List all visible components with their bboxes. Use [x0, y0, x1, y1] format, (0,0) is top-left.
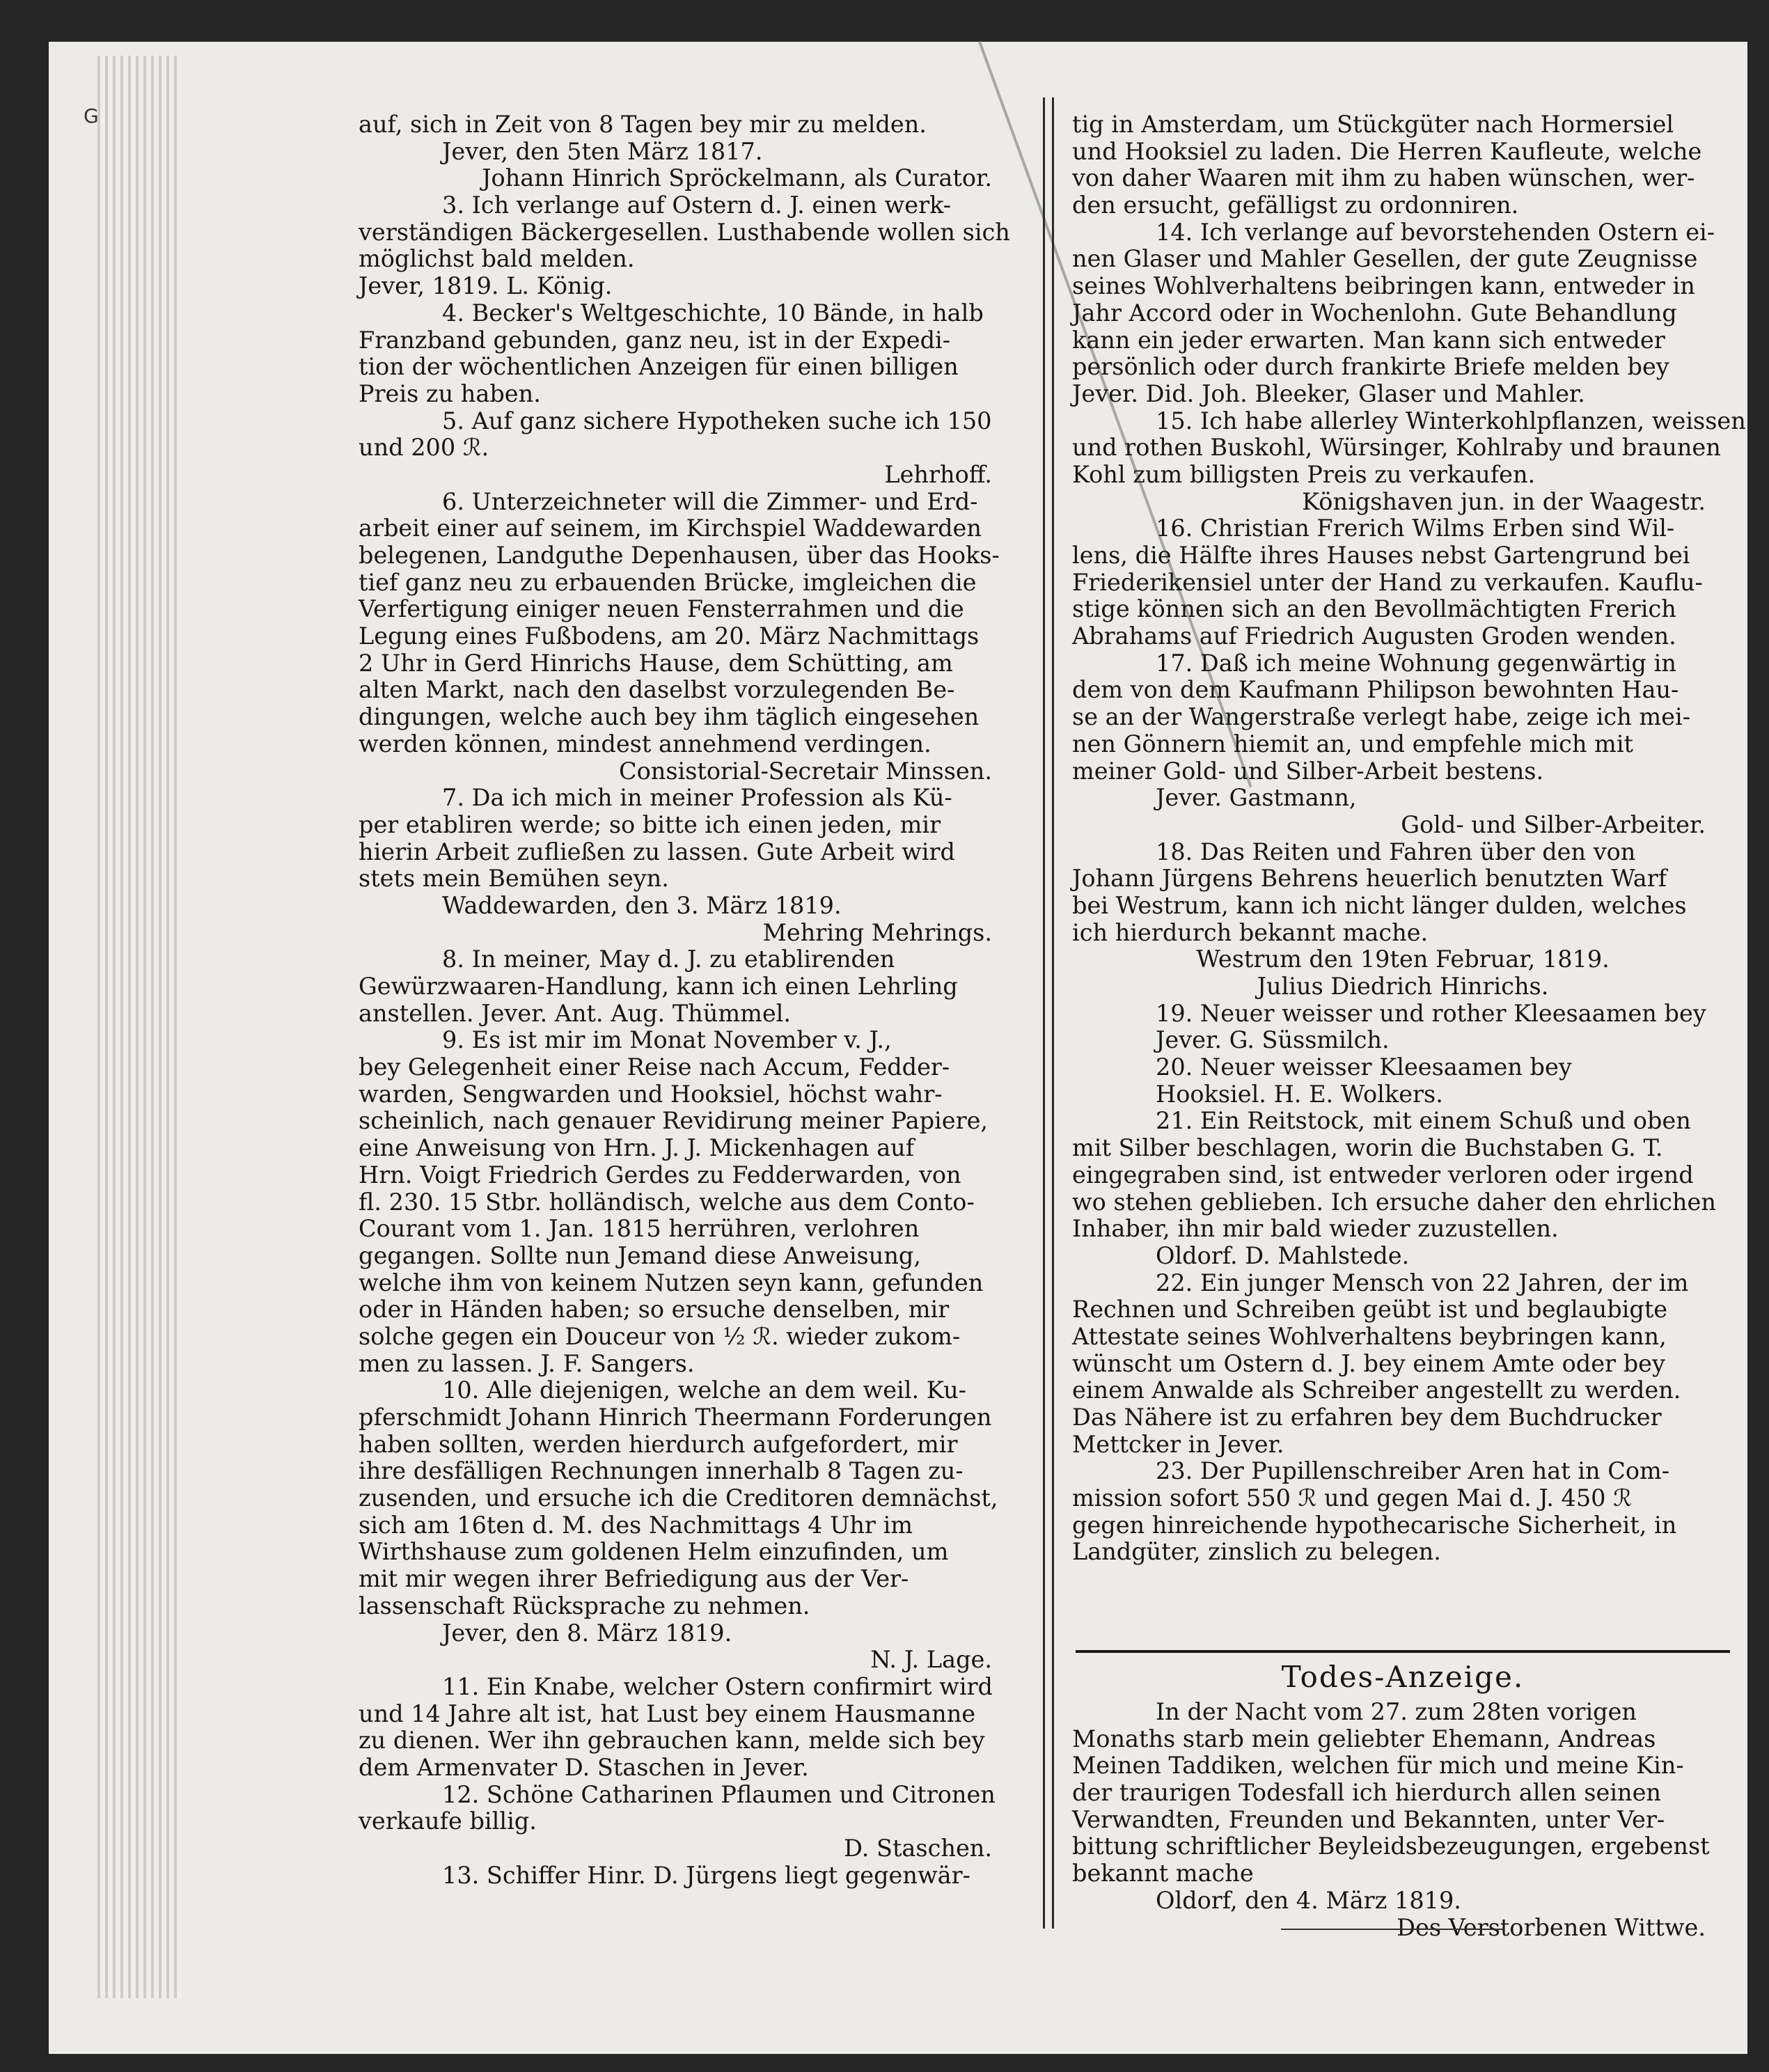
right-column-line: persönlich oder durch frankirte Briefe melden bey — [1072, 353, 1669, 381]
left-column-line: anstellen. Jever. Ant. Aug. Thümmel. — [359, 999, 792, 1027]
left-column-line: pferschmidt Johann Hinrich Theermann Forderungen — [359, 1404, 992, 1431]
right-column-line: se an der Wangerstraße verlegt habe, zeige ich mei- — [1072, 703, 1691, 731]
death-notice-line: Des Verstorbenen Wittwe. — [1397, 1913, 1706, 1941]
left-column-line: fl. 230. 15 Stbr. holländisch, welche aus dem Conto- — [359, 1188, 975, 1216]
death-notice-line: Monaths starb mein geliebter Ehemann, Andreas — [1072, 1725, 1656, 1752]
death-notice-line: Oldorf, den 4. März 1819. — [1156, 1886, 1461, 1914]
left-column-line: Waddewarden, den 3. März 1819. — [442, 891, 842, 919]
left-column-line: 13. Schiffer Hinr. D. Jürgens liegt gegenwär- — [442, 1861, 970, 1889]
left-column-line: Verfertigung einiger neuen Fensterrahmen und die — [359, 595, 964, 623]
right-column-line: meiner Gold- und Silber-Arbeit bestens. — [1072, 757, 1544, 785]
right-column-line: von daher Waaren mit ihm zu haben wünschen, wer- — [1072, 164, 1695, 192]
left-column — [359, 111, 1020, 1889]
left-column-line: dem Armenvater D. Staschen in Jever. — [359, 1753, 809, 1781]
left-column-line: haben sollten, werden hierdurch aufgefordert, mir — [359, 1430, 958, 1458]
right-column-line: Kohl zum billigsten Preis zu verkaufen. — [1072, 460, 1536, 488]
left-column-line: 11. Ein Knabe, welcher Ostern confirmirt wird — [442, 1672, 993, 1700]
left-column-line: solche gegen ein Douceur von ½ ℛ. wieder zukom- — [359, 1322, 961, 1350]
right-column-line: gegen hinreichende hypothecarische Sicherheit, in — [1072, 1511, 1677, 1539]
left-column-line: sich am 16ten d. M. des Nachmittags 4 Uhr im — [359, 1511, 913, 1539]
left-column-line: auf, sich in Zeit von 8 Tagen bey mir zu melden. — [359, 111, 927, 138]
left-column-line: N. J. Lage. — [870, 1646, 992, 1674]
right-column-line: 23. Der Pupillenschreiber Aren hat in Com- — [1156, 1457, 1670, 1485]
left-column-line: Mehring Mehrings. — [762, 918, 992, 946]
right-column-line: 19. Neuer weisser und rother Kleesaamen bey — [1156, 999, 1706, 1027]
death-notice-line: Meinen Taddiken, welchen für mich und meine Kin- — [1072, 1752, 1684, 1780]
right-column-line: wünscht um Ostern d. J. bey einem Amte oder bey — [1072, 1349, 1665, 1377]
left-column-line: tion der wöchentlichen Anzeigen für einen billigen — [359, 353, 959, 381]
right-column-line: 21. Ein Reitstock, mit einem Schuß und oben — [1156, 1107, 1691, 1135]
left-column-line: Gewürzwaaren-Handlung, kann ich einen Lehrling — [359, 973, 958, 1000]
right-column-line: 15. Ich habe allerley Winterkohlpflanzen, weissen — [1156, 407, 1746, 434]
right-column-line: stige können sich an den Bevollmächtigten Frerich — [1072, 595, 1676, 623]
left-column-line: lassenschaft Rücksprache zu nehmen. — [359, 1592, 810, 1619]
signature-rule — [1281, 1929, 1504, 1930]
left-column-line: Jever, den 8. März 1819. — [442, 1619, 732, 1647]
left-column-line: Jever, 1819. L. König. — [359, 272, 613, 300]
right-column-line: 18. Das Reiten und Fahren über den von — [1156, 838, 1636, 865]
right-column-line: kann ein jeder erwarten. Man kann sich entweder — [1072, 326, 1665, 354]
right-column-line: nen Glaser und Mahler Gesellen, der gute Zeugnisse — [1072, 245, 1698, 273]
right-column-line: Mettcker in Jever. — [1072, 1430, 1284, 1458]
right-column-line: ich hierdurch bekannt mache. — [1072, 918, 1429, 946]
right-column-line: 20. Neuer weisser Kleesaamen bey — [1156, 1053, 1572, 1081]
right-column-line: bei Westrum, kann ich nicht länger dulden, welches — [1072, 891, 1687, 919]
right-column-line: Das Nähere ist zu erfahren bey dem Buchdrucker — [1072, 1404, 1662, 1431]
right-column-line: Inhaber, ihn mir bald wieder zuzustellen. — [1072, 1215, 1559, 1243]
left-column-line: ihre desfälligen Rechnungen innerhalb 8 Tagen zu- — [359, 1457, 964, 1485]
left-column-line: welche ihm von keinem Nutzen seyn kann, gefunden — [359, 1269, 984, 1296]
right-column-line: Johann Jürgens Behrens heuerlich benutzten Warf — [1072, 865, 1667, 893]
right-column-line: Gold- und Silber-Arbeiter. — [1401, 810, 1706, 838]
right-column-line: Oldorf. D. Mahlstede. — [1156, 1241, 1410, 1269]
left-column-line: Preis zu haben. — [359, 379, 541, 407]
left-column-line: 9. Es ist mir im Monat November v. J., — [442, 1026, 892, 1054]
right-column-line: seines Wohlverhaltens beibringen kann, entweder in — [1072, 272, 1695, 300]
left-column-line: 3. Ich verlange auf Ostern d. J. einen werk- — [442, 191, 952, 219]
left-column-line: 5. Auf ganz sichere Hypotheken suche ich 150 — [442, 407, 992, 434]
left-column-line: Jever, den 5ten März 1817. — [442, 137, 763, 165]
right-column-line: Attestate seines Wohlverhaltens beybringen kann, — [1072, 1322, 1667, 1350]
left-column-line: arbeit einer auf seinem, im Kirchspiel Waddewarden — [359, 515, 982, 542]
left-column-line: Legung eines Fußbodens, am 20. März Nachmittags — [359, 622, 980, 650]
left-column-line: Franzband gebunden, ganz neu, ist in der Expedi- — [359, 326, 951, 354]
left-column-line: und 14 Jahre alt ist, hat Lust bey einem Hausmanne — [359, 1700, 976, 1727]
right-column-line: Westrum den 19ten Februar, 1819. — [1196, 945, 1610, 973]
left-column-line: scheinlich, nach genauer Revidirung meiner Papiere, — [359, 1107, 989, 1135]
right-column-line: Jever. G. Süssmilch. — [1156, 1026, 1390, 1054]
death-notice-heading: Todes-Anzeige. — [1281, 1660, 1525, 1694]
right-column-line: mission sofort 550 ℛ und gegen Mai d. J. 450 ℛ — [1072, 1484, 1632, 1512]
left-column-line: 4. Becker's Weltgeschichte, 10 Bände, in halb — [442, 299, 984, 327]
left-column-line: Hrn. Voigt Friedrich Gerdes zu Fedderwarden, von — [359, 1161, 961, 1188]
left-column-line: belegenen, Landguthe Depenhausen, über das Hooks- — [359, 542, 1000, 569]
left-column-line: 8. In meiner, May d. J. zu etablirenden — [442, 945, 895, 973]
right-column-line: Landgüter, zinslich zu belegen. — [1072, 1538, 1441, 1566]
left-column-line: Consistorial-Secretair Minssen. — [618, 757, 992, 785]
left-column-line: 7. Da ich mich in meiner Profession als Kü- — [442, 784, 952, 812]
right-column-line: 14. Ich verlange auf bevorstehenden Ostern ei- — [1156, 218, 1715, 246]
right-column-line: eingegraben sind, ist entweder verloren oder irgend — [1072, 1161, 1694, 1188]
left-column-line: oder in Händen haben; so ersuche denselben, mir — [359, 1296, 950, 1324]
death-notice-line: bittung schriftlicher Beyleidsbezeugungen, ergebenst — [1072, 1832, 1710, 1860]
right-column-line: nen Gönnern hiemit an, und empfehle mich mit — [1072, 730, 1633, 758]
left-column-line: dingungen, welche auch bey ihm täglich eingesehen — [359, 703, 980, 731]
left-column-line: zusenden, und ersuche ich die Creditoren demnächst, — [359, 1484, 998, 1512]
left-column-line: alten Markt, nach den daselbst vorzulegenden Be- — [359, 676, 955, 704]
left-column-line: verkaufe billig. — [359, 1807, 537, 1835]
death-notice-line: In der Nacht vom 27. zum 28ten vorigen — [1156, 1698, 1637, 1725]
right-column-line: Jever. Gastmann, — [1156, 784, 1357, 812]
right-column-line: tig in Amsterdam, um Stückgüter nach Hormersiel — [1072, 111, 1674, 138]
left-column-line: Wirthshause zum goldenen Helm einzufinden, um — [359, 1538, 949, 1566]
left-column-line: 10. Alle diejenigen, welche an dem weil. Ku- — [442, 1376, 966, 1404]
left-column-line: 2 Uhr in Gerd Hinrichs Hause, dem Schütting, am — [359, 649, 953, 677]
death-notice-line: der traurigen Todesfall ich hierdurch allen seinen — [1072, 1779, 1662, 1807]
left-column-line: und 200 ℛ. — [359, 434, 489, 462]
section-rule — [1076, 1650, 1730, 1653]
right-column-line: Hooksiel. H. E. Wolkers. — [1156, 1080, 1443, 1108]
death-notice-line: Verwandten, Freunden und Bekannten, unter Ver- — [1072, 1805, 1665, 1833]
right-column-line: Julius Diedrich Hinrichs. — [1257, 973, 1549, 1000]
left-column-line: verständigen Bäckergesellen. Lusthabende wollen sich — [359, 218, 1010, 246]
right-column-line: den ersucht, gefälligst zu ordonniren. — [1072, 191, 1519, 219]
right-column-line: Rechnen und Schreiben geübt ist und beglaubigte — [1072, 1296, 1668, 1324]
left-column-line: möglichst bald melden. — [359, 245, 635, 273]
right-column-line: und Hooksiel zu laden. Die Herren Kaufleute, welche — [1072, 137, 1702, 165]
left-column-line: per etabliren werde; so bitte ich einen jeden, mir — [359, 810, 941, 838]
right-column-line: 16. Christian Frerich Wilms Erben sind Wil- — [1156, 515, 1675, 542]
left-column-line: Lehrhoff. — [884, 460, 992, 488]
left-column-line: bey Gelegenheit einer Reise nach Accum, Fedder- — [359, 1053, 950, 1081]
left-column-line: zu dienen. Wer ihn gebrauchen kann, melde sich bey — [359, 1727, 985, 1755]
left-column-line: werden können, mindest annehmend verdingen. — [359, 730, 931, 758]
death-notice-body — [1072, 1699, 1733, 1941]
right-column-line: wo stehen geblieben. Ich ersuche daher den ehrlichen — [1072, 1188, 1716, 1216]
left-column-line: mit mir wegen ihrer Befriedigung aus der Ver- — [359, 1565, 909, 1593]
left-column-line: Johann Hinrich Spröckelmann, als Curator. — [482, 164, 992, 192]
folio-mark: G — [84, 104, 99, 127]
right-column-line: Jahr Accord oder in Wochenlohn. Gute Behandlung — [1072, 299, 1677, 327]
death-notice-line: bekannt mache — [1072, 1860, 1254, 1887]
left-column-line: hierin Arbeit zufließen zu lassen. Gute Arbeit wird — [359, 838, 955, 865]
left-column-line: eine Anweisung von Hrn. J. J. Mickenhagen auf — [359, 1134, 915, 1162]
left-column-line: 12. Schöne Catharinen Pflaumen und Citronen — [442, 1780, 996, 1808]
right-column-line: Königshaven jun. in der Waagestr. — [1302, 487, 1706, 515]
right-column-line: und rothen Buskohl, Würsinger, Kohlraby und braunen — [1072, 434, 1721, 462]
right-column-line: dem von dem Kaufmann Philipson bewohnten Hau- — [1072, 676, 1679, 704]
right-column-line: einem Anwalde als Schreiber angestellt zu werden. — [1072, 1376, 1681, 1404]
left-column-line: stets mein Bemühen seyn. — [359, 865, 669, 893]
left-column-line: 6. Unterzeichneter will die Zimmer- und Erd- — [442, 487, 978, 515]
left-column-line: tief ganz neu zu erbauenden Brücke, imgleichen die — [359, 568, 977, 596]
left-column-line: Courant vom 1. Jan. 1815 herrühren, verlohren — [359, 1215, 920, 1243]
left-column-line: men zu lassen. J. F. Sangers. — [359, 1349, 695, 1377]
right-column-line: 17. Daß ich meine Wohnung gegenwärtig in — [1156, 649, 1676, 677]
right-column-line: lens, die Hälfte ihres Hauses nebst Gartengrund bei — [1072, 542, 1690, 569]
left-column-line: warden, Sengwarden und Hooksiel, höchst wahr- — [359, 1080, 943, 1108]
right-column-line: Jever. Did. Joh. Bleeker, Glaser und Mahler. — [1072, 379, 1585, 407]
right-column-line: Abrahams auf Friedrich Augusten Groden wenden. — [1072, 622, 1676, 650]
right-column — [1072, 111, 1746, 1566]
book-page-edges — [97, 56, 181, 1998]
right-column-line: Friederikensiel unter der Hand zu verkaufen. Kauflu- — [1072, 568, 1703, 596]
right-column-line: mit Silber beschlagen, worin die Buchstaben G. T. — [1072, 1134, 1663, 1162]
right-column-line: 22. Ein junger Mensch von 22 Jahren, der im — [1156, 1269, 1689, 1296]
left-column-line: D. Staschen. — [844, 1835, 992, 1862]
column-divider — [1043, 97, 1054, 1929]
left-column-line: gegangen. Sollte nun Jemand diese Anweisung, — [359, 1241, 921, 1269]
